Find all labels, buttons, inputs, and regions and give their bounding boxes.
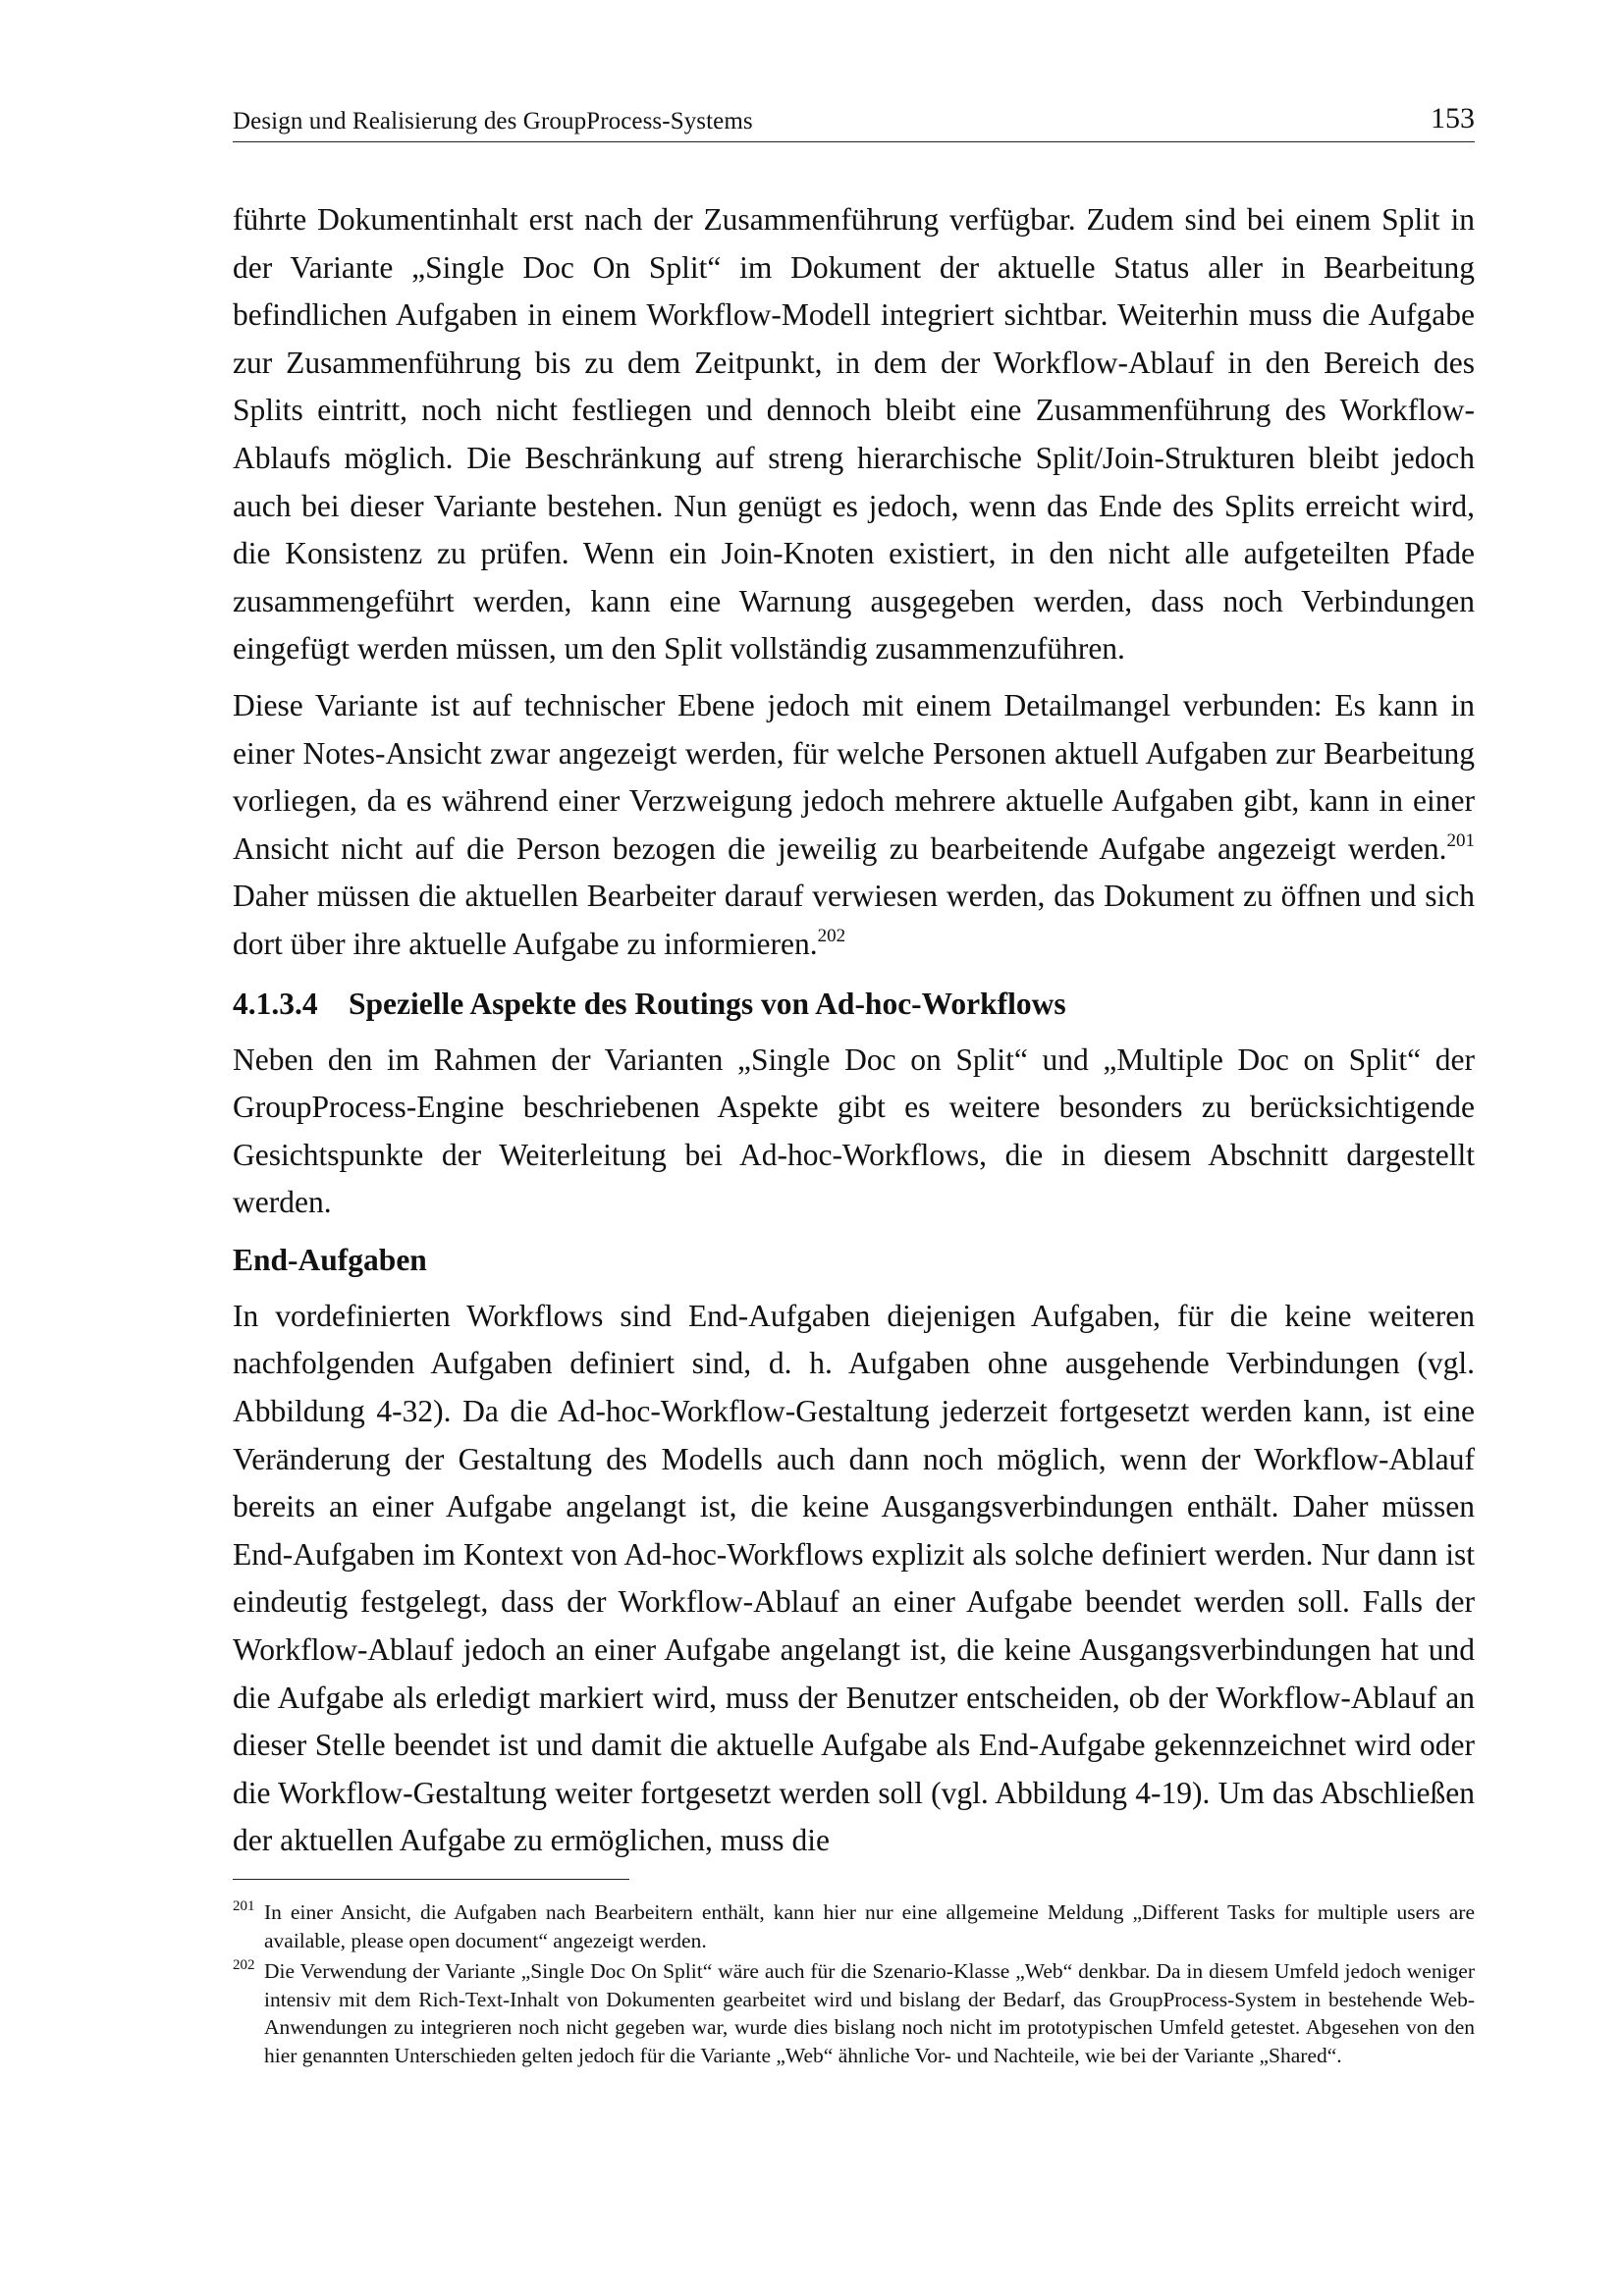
paragraph-2-text-a: Diese Variante ist auf technischer Ebene jedoch mit einem Detailmangel verbunden: Es kann in einer Notes-Ansicht zwar angezeigt werden, für welche Personen aktuell Aufgaben zur Bearbeitung vorliegen, da es während einer Verzweigung jedoch mehrere aktuelle Aufgaben gibt, kann in einer Ansicht nicht auf die Person bezogen die jeweilig zu bearbeitende Aufgabe angezeigt werden. <box>233 687 1475 866</box>
footnote-text: In einer Ansicht, die Aufgaben nach Bearbeitern enthält, kann hier nur eine allgemeine Meldung „Different Tasks for multiple users are available, please open document“ angezeigt werden. <box>264 1900 1475 1952</box>
paragraph-2 <box>233 682 1475 969</box>
section-heading <box>233 981 1475 1028</box>
footnote-mark: 201 <box>233 1898 255 1914</box>
paragraph-4: In vordefinierten Workflows sind End-Aufgaben diejenigen Aufgaben, für die keine weiteren nachfolgenden Aufgaben definiert sind, d. h. Aufgaben ohne ausgehende Verbindungen (vgl. Abbildung 4-32). Da die Ad-hoc-Workflow-Gestaltung jederzeit fortgesetzt werden kann, ist eine Veränderung der Gestaltung des Modells auch dann noch möglich, wenn der Workflow-Ablauf bereits an einer Aufgabe angelangt ist, die keine Ausgangsverbindungen enthält. Daher müssen End-Aufgaben im Kontext von Ad-hoc-Workflows explizit als solche definiert werden. Nur dann ist eindeutig festgelegt, dass der Workflow-Ablauf an einer Aufgabe beendet werden soll. Falls der Workflow-Ablauf jedoch an einer Aufgabe angelangt ist, die keine Ausgangsverbindungen hat und die Aufgabe als erledigt markiert wird, muss der Benutzer entscheiden, ob der Workflow-Ablauf an dieser Stelle beendet ist und damit die aktuelle Aufgabe als End-Aufgabe gekennzeichnet wird oder die Workflow-Gestaltung weiter fortgesetzt werden soll (vgl. Abbildung 4-19). Um das Abschließen der aktuellen Aufgabe zu ermöglichen, muss die <box>233 1298 1475 1858</box>
footnote-text: Die Verwendung der Variante „Single Doc On Split“ wäre auch für die Szenario-Klasse „Web“ denkbar. Da in diesem Umfeld jedoch weniger intensiv mit dem Rich-Text-Inhalt von Dokumenten gearbeitet wird und bislang der Bedarf, das GroupProcess-System in bestehende Web-Anwendungen zu integrieren noch nicht gegeben war, wurde dies bislang noch nicht im prototypischen Umfeld getestet. Abgesehen von den hier genannten Unterschieden gelten jedoch für die Variante „Web“ ähnliche Vor- und Nachteile, wie bei der Variante „Shared“. <box>264 1959 1475 2067</box>
section-title: Spezielle Aspekte des Routings von Ad-hoc-Workflows <box>349 986 1066 1021</box>
footnote-ref-202: 202 <box>817 926 846 947</box>
footnote-separator <box>233 1879 629 1880</box>
running-title: Design und Realisierung des GroupProcess-Systems <box>233 108 753 134</box>
footnote-201 <box>233 1898 1475 1954</box>
footnote-ref-201: 201 <box>1446 830 1475 852</box>
subheading-end-aufgaben: End-Aufgaben <box>233 1242 427 1277</box>
section-number: 4.1.3.4 <box>233 986 318 1021</box>
page-number: 153 <box>1431 102 1475 134</box>
main-text <box>233 196 1475 1865</box>
paragraph-2-text-b: Daher müssen die aktuellen Bearbeiter darauf verwiesen werden, das Dokument zu öffnen und sich dort über ihre aktuelle Aufgabe zu informieren. <box>233 879 1475 961</box>
running-header <box>233 98 1475 142</box>
paragraph-1: führte Dokumentinhalt erst nach der Zusammenführung verfügbar. Zudem sind bei einem Split in der Variante „Single Doc On Split“ im Dokument der aktuelle Status aller in Bearbeitung befindlichen Aufgaben in einem Workflow-Modell integriert sichtbar. Weiterhin muss die Aufgabe zur Zusammenführung bis zu dem Zeitpunkt, in dem der Workflow-Ablauf in den Bereich des Splits eintritt, noch nicht festliegen und dennoch bleibt eine Zusammenführung des Workflow-Ablaufs möglich. Die Beschränkung auf streng hierarchische Split/Join-Strukturen bleibt jedoch auch bei dieser Variante bestehen. Nun genügt es jedoch, wenn das Ende des Splits erreicht wird, die Konsistenz zu prüfen. Wenn ein Join-Knoten existiert, in den nicht alle aufgeteilten Pfade zusammengeführt werden, kann eine Warnung ausgegeben werden, dass noch Verbindungen eingefügt werden müssen, um den Split vollständig zusammenzuführen. <box>233 202 1475 667</box>
footnotes <box>233 1898 1475 2073</box>
footnote-202 <box>233 1957 1475 2069</box>
footnote-mark: 202 <box>233 1957 255 1974</box>
paragraph-3: Neben den im Rahmen der Varianten „Single Doc on Split“ und „Multiple Doc on Split“ der GroupProcess-Engine beschriebenen Aspekte gibt es weitere besonders zu berücksichtigende Gesichtspunkte der Weiterleitung bei Ad-hoc-Workflows, die in diesem Abschnitt dargestellt werden. <box>233 1041 1475 1220</box>
